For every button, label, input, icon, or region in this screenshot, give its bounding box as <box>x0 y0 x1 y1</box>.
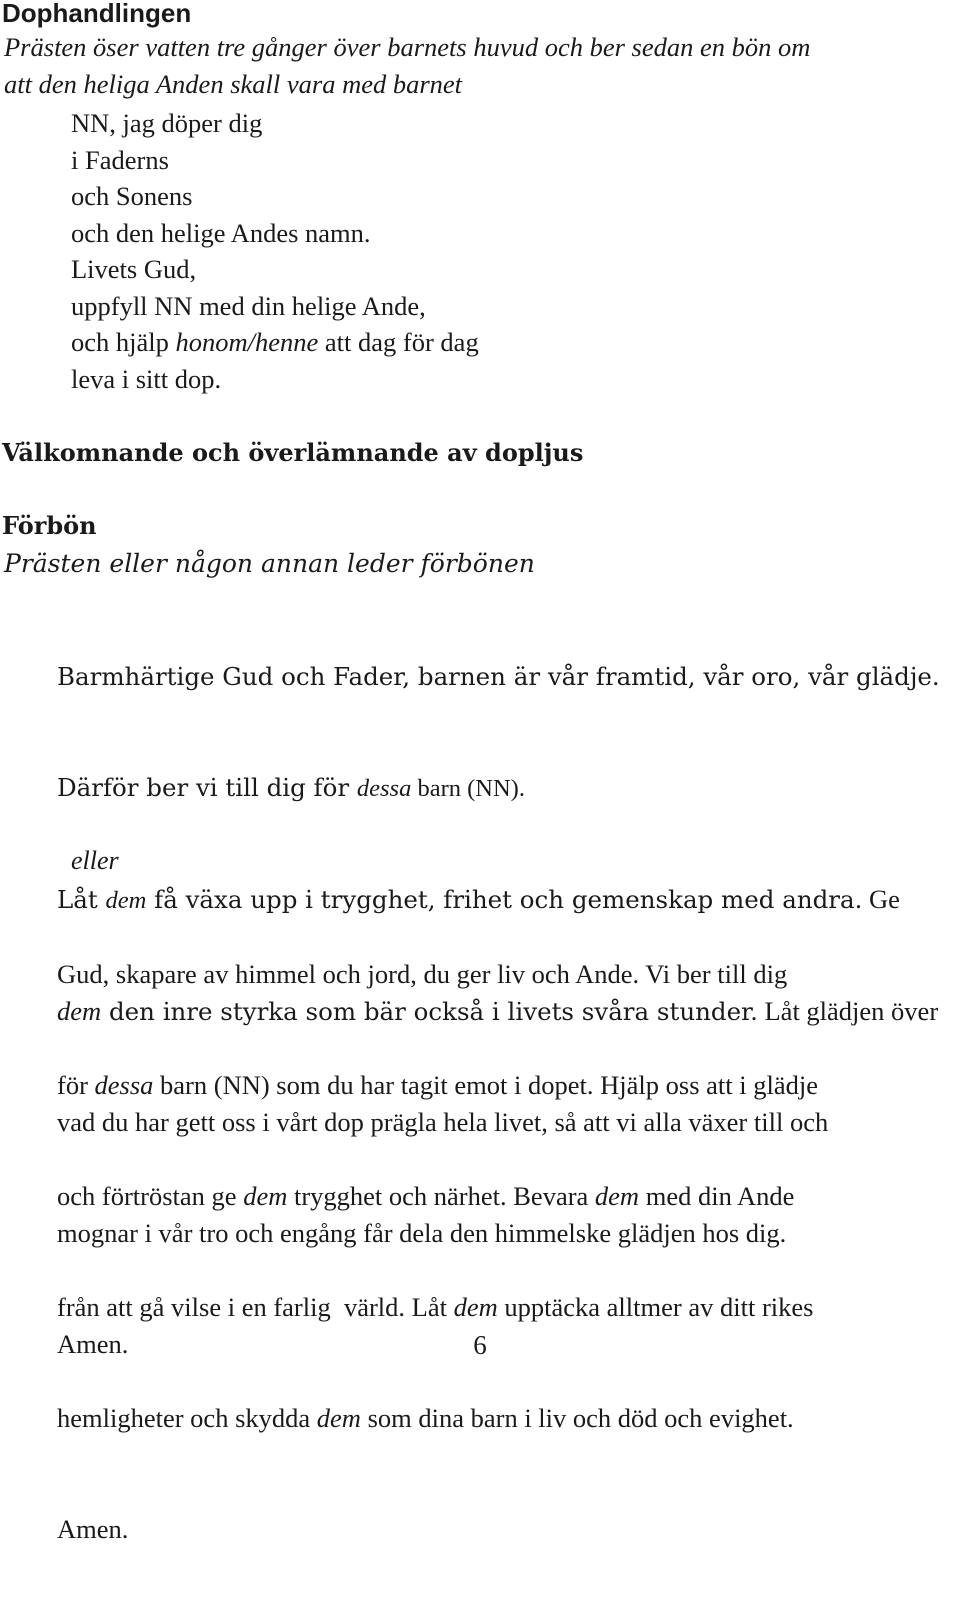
text-segment: Låt <box>57 885 106 914</box>
italic-pronoun: honom/henne <box>175 327 319 357</box>
prayer-line: Gud, skapare av himmel och jord, du ger liv och Ande. Vi ber till dig <box>57 959 788 989</box>
text-segment: för <box>57 1070 95 1100</box>
italic-word: dessa <box>94 1070 154 1100</box>
italic-word: dem <box>453 1292 498 1322</box>
italic-word: dem <box>594 1181 640 1211</box>
rubric-line: Prästen öser vatten tre gånger över barnets huvud och ber sedan en bön om <box>4 32 811 62</box>
formula-line: Livets Gud, <box>71 254 197 284</box>
text-segment: trygghet och närhet. Bevara <box>287 1181 595 1211</box>
text-segment: barn (NN) som du har tagit emot i dopet. Hjälp oss att i glädje <box>153 1070 818 1100</box>
text-segment: med din Ande <box>639 1181 795 1211</box>
formula-line: NN, jag döper dig <box>71 108 263 138</box>
prayer-line: vad du har gett oss i vårt dop prägla hela livet, så att vi alla växer till och <box>57 1107 829 1137</box>
prayer-line: Barmhärtige Gud och Fader, barnen är vår framtid, vår oro, vår glädje. <box>57 662 940 691</box>
text-segment: att dag för dag <box>318 327 479 357</box>
formula-line <box>71 324 479 361</box>
rubric-line: att den heliga Anden skall vara med barnet <box>4 69 463 99</box>
rubric-eller: eller <box>71 846 119 875</box>
prayer-line <box>57 1178 957 1215</box>
heading-dopljus: Välkomnande och överlämnande av dopljus <box>2 438 584 467</box>
text-segment: få växa upp i trygghet, frihet och gemenskap med andra. <box>146 885 863 914</box>
text-segment: barn (NN). <box>411 775 525 802</box>
text-segment: den inre styrka som bär också i livets svåra stunder. <box>101 997 758 1026</box>
formula-line: och den helige Andes namn. <box>71 217 371 248</box>
italic-word: dem <box>316 1403 361 1433</box>
formula-line: och Sonens <box>71 181 193 211</box>
formula-line: leva i sitt dop. <box>71 363 222 394</box>
text-segment: Därför ber vi till dig för <box>57 773 357 802</box>
text-segment: som dina barn i liv och död och evighet. <box>360 1403 794 1433</box>
heading-dophandlingen: Dophandlingen <box>2 0 192 28</box>
italic-word: dessa <box>356 775 412 802</box>
text-segment: Ge <box>862 884 900 914</box>
amen: Amen. <box>57 1514 129 1544</box>
prayer-line <box>57 1400 957 1437</box>
text-segment: från att gå vilse i en farlig värld. Låt <box>57 1292 454 1322</box>
text-segment: och hjälp <box>71 327 176 357</box>
formula-line: uppfyll NN med din helige Ande, <box>71 290 426 321</box>
italic-word: dem <box>243 1181 288 1211</box>
text-segment: Låt glädjen över <box>757 996 939 1026</box>
prayer-2 <box>57 882 957 1622</box>
prayer-line: mognar i vår tro och engång får dela den himmelske glädjen hos dig. <box>57 1218 787 1248</box>
heading-forbon: Förbön <box>2 511 97 540</box>
rubric-dophandlingen <box>4 29 810 103</box>
italic-word: dem <box>57 996 102 1026</box>
text-segment: hemligheter och skydda <box>57 1403 317 1433</box>
formula-line: i Faderns <box>71 144 169 175</box>
text-segment: upptäcka alltmer av ditt rikes <box>497 1292 814 1322</box>
amen: Amen. <box>57 1329 129 1359</box>
prayer-line <box>57 1289 957 1326</box>
prayer-line <box>57 1067 957 1104</box>
page-number: 6 <box>473 1330 487 1360</box>
prayer-line <box>57 769 957 807</box>
text-segment: och förtröstan ge <box>57 1181 244 1211</box>
italic-word: dem <box>105 887 147 914</box>
baptism-formula <box>71 105 479 397</box>
rubric-forbon: Prästen eller någon annan leder förbönen <box>4 549 535 578</box>
